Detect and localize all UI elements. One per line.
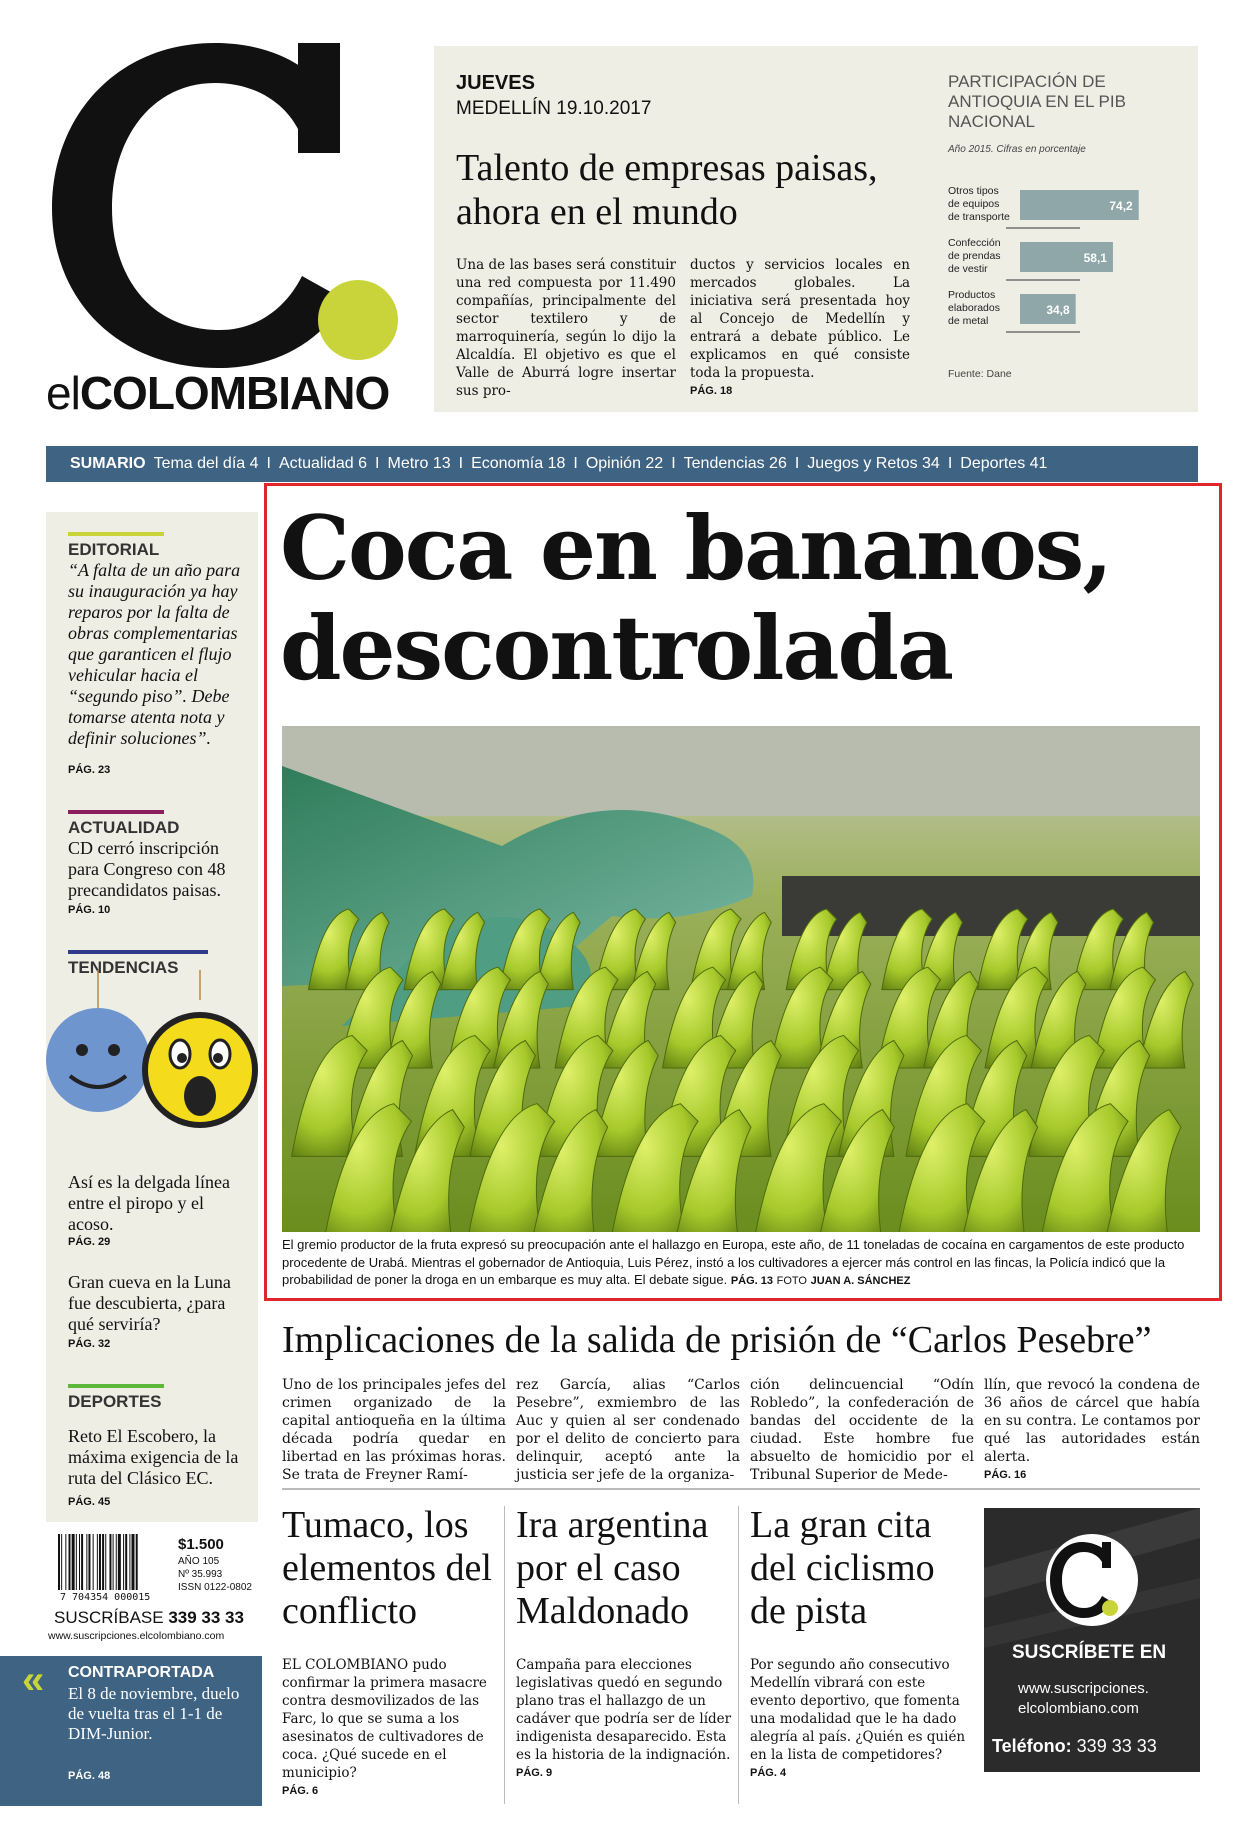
actualidad-heading[interactable]: ACTUALIDAD	[68, 818, 180, 837]
barcode-bar	[113, 1534, 114, 1590]
tumaco-headline[interactable]: Tumaco, los elementos del conflicto	[282, 1504, 492, 1632]
tumaco-page-ref[interactable]: PÁG. 6	[282, 1785, 319, 1797]
pesebre-col-2: rez García, alias “Carlos Pesebre”, exmiembro de las Auc y quien al ser condenado por el delito de concierto para delinquir, aceptó ante la justicia ser jefe de la organiza-	[516, 1377, 740, 1483]
ad-line-2: www.suscripciones.	[1018, 1680, 1149, 1697]
maldonado-page-ref[interactable]: PÁG. 9	[516, 1767, 553, 1779]
chart-value-label: 74,2	[1109, 199, 1133, 213]
logo-name: COLOMBIANO	[79, 367, 390, 419]
issue-date: MEDELLÍN 19.10.2017	[456, 98, 652, 119]
barcode-bar	[76, 1534, 77, 1590]
barcode-bar	[109, 1534, 111, 1590]
sumario-item[interactable]: Tendencias 26	[683, 455, 787, 472]
pesebre-col-1: Uno de los principales jefes del crimen organizado de la capital antioqueña en la última década podría quedar en libertad en las próximas horas. Se trata de Freyner Ramí-	[282, 1377, 506, 1483]
chart-value-label: 34,8	[1046, 303, 1070, 317]
tumaco-text-body: EL COLOMBIANO pudo confirmar la primera masacre contra desmovilizados de las Farc, lo que se suma a los asesinatos de cultivadores de coca. ¿Qué sucede en el municipio?	[282, 1657, 487, 1781]
barcode-bar	[97, 1534, 98, 1590]
top-body-col-2-text: ductos y servicios locales en mercados globales. La iniciativa será presentada hoy al Concejo de Medellín y entrará a debate público. Le explicamos en qué consiste toda la propuesta.	[690, 257, 910, 381]
subscribe-url[interactable]: www.suscripciones.elcolombiano.com	[48, 1630, 225, 1642]
chart-category-line: de vestir	[948, 263, 988, 275]
issue-year: AÑO 105	[178, 1556, 220, 1567]
chart-value-label: 58,1	[1083, 251, 1107, 265]
caption-text: El gremio productor de la fruta expresó su preocupación ante el hallazgo en Europa, este año, de 11 toneladas de cocaína en cargamentos de este producto procedente de Urabá. Mientras el gobernador de Antioquia, Luis Pérez, instó a los cultivadores a ejercer más control en las fincas, la Policía indicó que la probabilidad de poner la droga en un embarque es muy alta. El debate sigue.	[282, 1237, 1185, 1287]
ad-background-graphic	[984, 1508, 1200, 1772]
tendencias-heading[interactable]: TENDENCIAS	[68, 958, 179, 977]
tendencias-story-2: Gran cueva en la Luna fue descubierta, ¿para qué serviría?	[68, 1272, 231, 1334]
tendencias-story-1: Así es la delgada línea entre el piropo y el acoso.	[68, 1172, 230, 1234]
barcode-bar	[123, 1534, 124, 1590]
sumario-items	[154, 455, 1048, 472]
main-headline[interactable]	[280, 498, 1210, 698]
tendencias-rule	[68, 950, 208, 954]
sumario-separator: I	[947, 455, 953, 472]
actualidad-rule	[68, 810, 164, 814]
sumario-bar	[46, 446, 1198, 482]
emoji-keychains-illustration	[40, 970, 262, 1160]
top-body-col-1: Una de las bases será constituir una red compuesta por 11.490 compañías, principalmente del sector textilero y de marroquinería, según lo dijo la Alcaldía. El objetivo es que el Valle de Aburrá logre insertar sus pro-	[456, 257, 676, 399]
issue-number: Nº 35.993	[178, 1569, 223, 1580]
subscribe-phone[interactable]: 339 33 33	[168, 1608, 244, 1627]
sumario-item[interactable]: Juegos y Retos 34	[807, 455, 940, 472]
tumaco-text	[282, 1656, 502, 1800]
chart-category-label	[948, 185, 1010, 223]
chart-title: PARTICIPACIÓN DE ANTIOQUIA EN EL PIB NACIONAL	[948, 72, 1126, 131]
deportes-rule	[68, 1384, 164, 1388]
pesebre-col-4-text: llín, que revocó la condena de 36 años de cárcel que había en su contra. Le contamos por qué las autoridades están alerta.	[984, 1377, 1200, 1465]
ad-phone-label: Teléfono:	[992, 1736, 1072, 1756]
pesebre-page-ref[interactable]: PÁG. 16	[984, 1469, 1027, 1481]
sumario-separator: I	[794, 455, 800, 472]
subscription-ad[interactable]	[984, 1508, 1200, 1772]
barcode-bar	[69, 1534, 71, 1590]
barcode-bar	[118, 1534, 121, 1590]
barcode-bar	[88, 1534, 90, 1590]
pib-bar-chart	[940, 180, 1190, 350]
main-photo-caption	[282, 1236, 1200, 1291]
barcode-bar	[86, 1534, 87, 1590]
caption-photographer: JUAN A. SÁNCHEZ	[810, 1275, 911, 1287]
editorial-quote: “A falta de un año para su inauguración ya hay reparos por la falta de obras complementarias que garanticen el flujo vehicular hacia el “segundo piso”. Debe tomarse atenta nota y definir soluciones”.	[68, 560, 241, 748]
pesebre-col-3: ción delincuencial “Odín Robledo”, la confederación de bandas del occidente de la ciudad. Este hombre fue absuelto de homicidio por el Tribunal Superior de Mede-	[750, 1377, 974, 1483]
caption-page-ref[interactable]: PÁG. 13	[730, 1275, 774, 1287]
barcode-bar	[136, 1534, 138, 1590]
chart-category-line: Productos	[948, 289, 996, 301]
sumario-separator: I	[671, 455, 676, 472]
editorial-page-ref[interactable]: PÁG. 23	[68, 764, 111, 776]
barcode-bar	[79, 1534, 80, 1590]
sumario-label: SUMARIO	[70, 455, 146, 472]
sumario-separator: I	[375, 455, 380, 472]
barcode-bar	[81, 1534, 83, 1590]
pesebre-col-4	[984, 1376, 1200, 1484]
sumario-item[interactable]: Opinión 22	[585, 455, 664, 472]
subscribe-label: SUSCRÍBASE	[54, 1608, 164, 1627]
barcode-bar	[132, 1534, 135, 1590]
ciclismo-headline[interactable]: La gran cita del ciclismo de pista	[750, 1504, 935, 1632]
deportes-page-ref[interactable]: PÁG. 45	[68, 1496, 111, 1508]
maldonado-text-body: Campaña para elecciones legislativas quedó en segundo plano tras el hallazgo de un cadáver que podría ser de líder indigenista desaparecido. Esta es la historia de la indignación.	[516, 1657, 732, 1763]
barcode	[56, 1534, 174, 1592]
bananas-photo	[282, 726, 1200, 1232]
contraportada-arrow-icon: «	[22, 1658, 45, 1702]
ad-phone: 339 33 33	[1076, 1736, 1157, 1756]
ciclismo-text-body: Por segundo año consecutivo Medellín vibrará con este evento deportivo, que fomenta una modalidad que le ha dado alegría al país. ¿Quién es quién en la lista de competidores?	[750, 1657, 966, 1763]
chart-category-label	[948, 289, 1000, 327]
masthead-logo-c	[40, 38, 400, 378]
subscribe-line	[54, 1608, 244, 1628]
column-divider-2	[738, 1506, 739, 1804]
barcode-bar	[102, 1534, 104, 1590]
chart-category-line: de prendas	[948, 250, 1001, 262]
price: $1.500	[178, 1536, 224, 1553]
top-body-col-2	[690, 256, 910, 400]
actualidad-page-ref[interactable]: PÁG. 10	[68, 904, 111, 916]
section-divider	[282, 1488, 1200, 1490]
pesebre-headline[interactable]: Implicaciones de la salida de prisión de “Carlos Pesebre”	[282, 1319, 1152, 1361]
chart-category-line: Otros tipos	[948, 185, 999, 197]
barcode-bar	[129, 1534, 130, 1590]
barcode-bar	[72, 1534, 75, 1590]
contraportada-heading: CONTRAPORTADA	[68, 1664, 215, 1681]
chart-category-line: de transporte	[948, 211, 1010, 223]
barcode-bar	[93, 1534, 94, 1590]
chart-category-line: Confección	[948, 237, 1001, 249]
sumario-item[interactable]: Economía 18	[471, 455, 566, 472]
barcode-bar	[65, 1534, 66, 1590]
sumario-item[interactable]: Deportes 41	[960, 455, 1048, 472]
top-headline[interactable]: Talento de empresas paisas, ahora en el mundo	[456, 147, 878, 233]
logo-accent-dot	[318, 280, 398, 360]
chart-category-line: de equipos	[948, 198, 1000, 210]
barcode-bar	[116, 1534, 117, 1590]
column-divider-1	[504, 1506, 505, 1804]
chart-category-line: elaborados	[948, 302, 1000, 314]
barcode-digits: 7 704354 000015	[60, 1592, 151, 1603]
sumario-item[interactable]: Metro 13	[387, 455, 451, 472]
tendencias-page-ref-1[interactable]: PÁG. 29	[68, 1236, 111, 1248]
chart-category-label	[948, 237, 1001, 275]
ad-phone-line	[992, 1736, 1157, 1757]
barcode-bar	[61, 1534, 62, 1590]
ad-line-1: SUSCRÍBETE EN	[1012, 1642, 1167, 1663]
editorial-rule	[68, 532, 164, 536]
sumario-separator: I	[266, 455, 271, 472]
contraportada-page-ref: PÁG. 48	[68, 1770, 111, 1782]
deportes-heading[interactable]: DEPORTES	[68, 1392, 162, 1411]
chart-category-line: de metal	[948, 315, 989, 327]
logo-prefix: el	[46, 367, 80, 419]
deportes-text: Reto El Escobero, la máxima exigencia de la ruta del Clásico EC.	[68, 1426, 239, 1488]
maldonado-headline[interactable]: Ira argentina por el caso Maldonado	[516, 1504, 709, 1632]
issue-day: JUEVES	[456, 72, 535, 94]
ciclismo-page-ref[interactable]: PÁG. 4	[750, 1767, 787, 1779]
sumario-separator: I	[573, 455, 578, 472]
tendencias-page-ref-2[interactable]: PÁG. 32	[68, 1338, 111, 1350]
masthead-wordmark	[46, 366, 389, 420]
chart-subtitle: Año 2015. Cifras en porcentaje	[948, 144, 1086, 155]
editorial-heading[interactable]: EDITORIAL	[68, 540, 160, 559]
maldonado-text	[516, 1656, 736, 1782]
barcode-bar	[99, 1534, 101, 1590]
actualidad-text: CD cerró inscripción para Congreso con 48 precandidatos paisas.	[68, 838, 226, 900]
barcode-bar	[125, 1534, 127, 1590]
contraportada-text: El 8 de noviembre, duelo de vuelta tras el 1-1 de DIM-Junior.	[68, 1684, 240, 1743]
sumario-item[interactable]: Actualidad 6	[278, 455, 368, 472]
ad-line-3: elcolombiano.com	[1018, 1700, 1139, 1717]
sumario-item[interactable]: Tema del día 4	[153, 455, 259, 472]
main-headline-line-2: descontrolada	[280, 596, 953, 700]
issn: ISSN 0122-0802	[178, 1582, 252, 1593]
barcode-bar	[105, 1534, 106, 1590]
ciclismo-text	[750, 1656, 970, 1782]
main-headline-line-1: Coca en bananos,	[280, 496, 1111, 600]
top-page-ref[interactable]: PÁG. 18	[690, 385, 733, 397]
barcode-bar	[58, 1534, 60, 1590]
caption-foto-label: FOTO	[776, 1275, 807, 1287]
sumario-separator: I	[458, 455, 464, 472]
chart-source: Fuente: Dane	[948, 368, 1012, 380]
logo-c-serif	[298, 43, 340, 153]
